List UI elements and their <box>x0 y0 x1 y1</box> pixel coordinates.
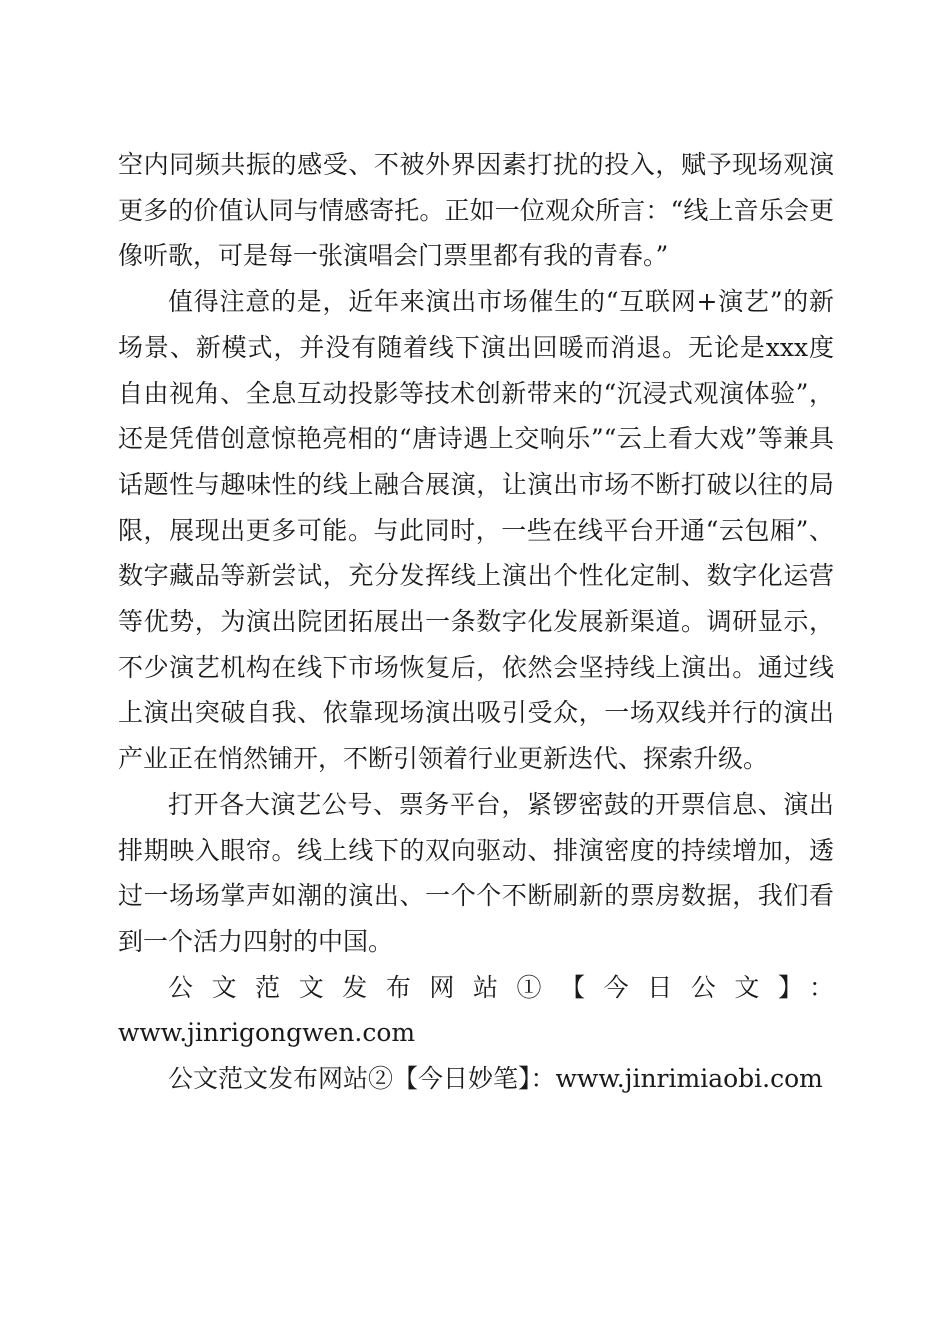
document-body <box>118 142 834 1102</box>
footer-site1-url: www.jinrigongwen.com <box>118 1018 416 1048</box>
paragraph-3: 打开各大演艺公号、票务平台，紧锣密鼓的开票信息、演出排期映入眼帘。线上线下的双向驱动、排演密度的持续增加，透过一场场掌声如潮的演出、一个个不断刷新的票房数据，我们看到一个活力四射的中国。 <box>118 789 834 956</box>
footer-site2-url: www.jinrimiaobi.com <box>555 1064 823 1094</box>
footer-site2-line <box>118 1056 834 1102</box>
paragraph-2: 值得注意的是，近年来演出市场催生的“互联网+演艺”的新场景、新模式，并没有随着线下演出回暖而消退。无论是xxx度自由视角、全息互动投影等技术创新带来的“沉浸式观演体验”，还是凭借创意惊艳亮相的“唐诗遇上交响乐”“云上看大戏”等兼具话题性与趣味性的线上融合展演，让演出市场不断打破以往的局限，展现出更多可能。与此同时，一些在线平台开通“云包厢”、数字藏品等新尝试，充分发挥线上演出个性化定制、数字化运营等优势，为演出院团拓展出一条数字化发展新渠道。调研显示，不少演艺机构在线下市场恢复后，依然会坚持线上演出。通过线上演出突破自我、依靠现场演出吸引受众，一场双线并行的演出产业正在悄然铺开，不断引领着行业更新迭代、探索升级。 <box>118 287 834 774</box>
paragraph-1: 空内同频共振的感受、不被外界因素打扰的投入，赋予现场观演更多的价值认同与情感寄托。正如一位观众所言：“线上音乐会更像听歌，可是每一张演唱会门票里都有我的青春。” <box>118 150 834 271</box>
footer-site1-label: 公文范文发布网站①【今日公文】： <box>168 972 834 1002</box>
footer-site2-label: 公文范文发布网站②【今日妙笔】： <box>168 1064 556 1094</box>
